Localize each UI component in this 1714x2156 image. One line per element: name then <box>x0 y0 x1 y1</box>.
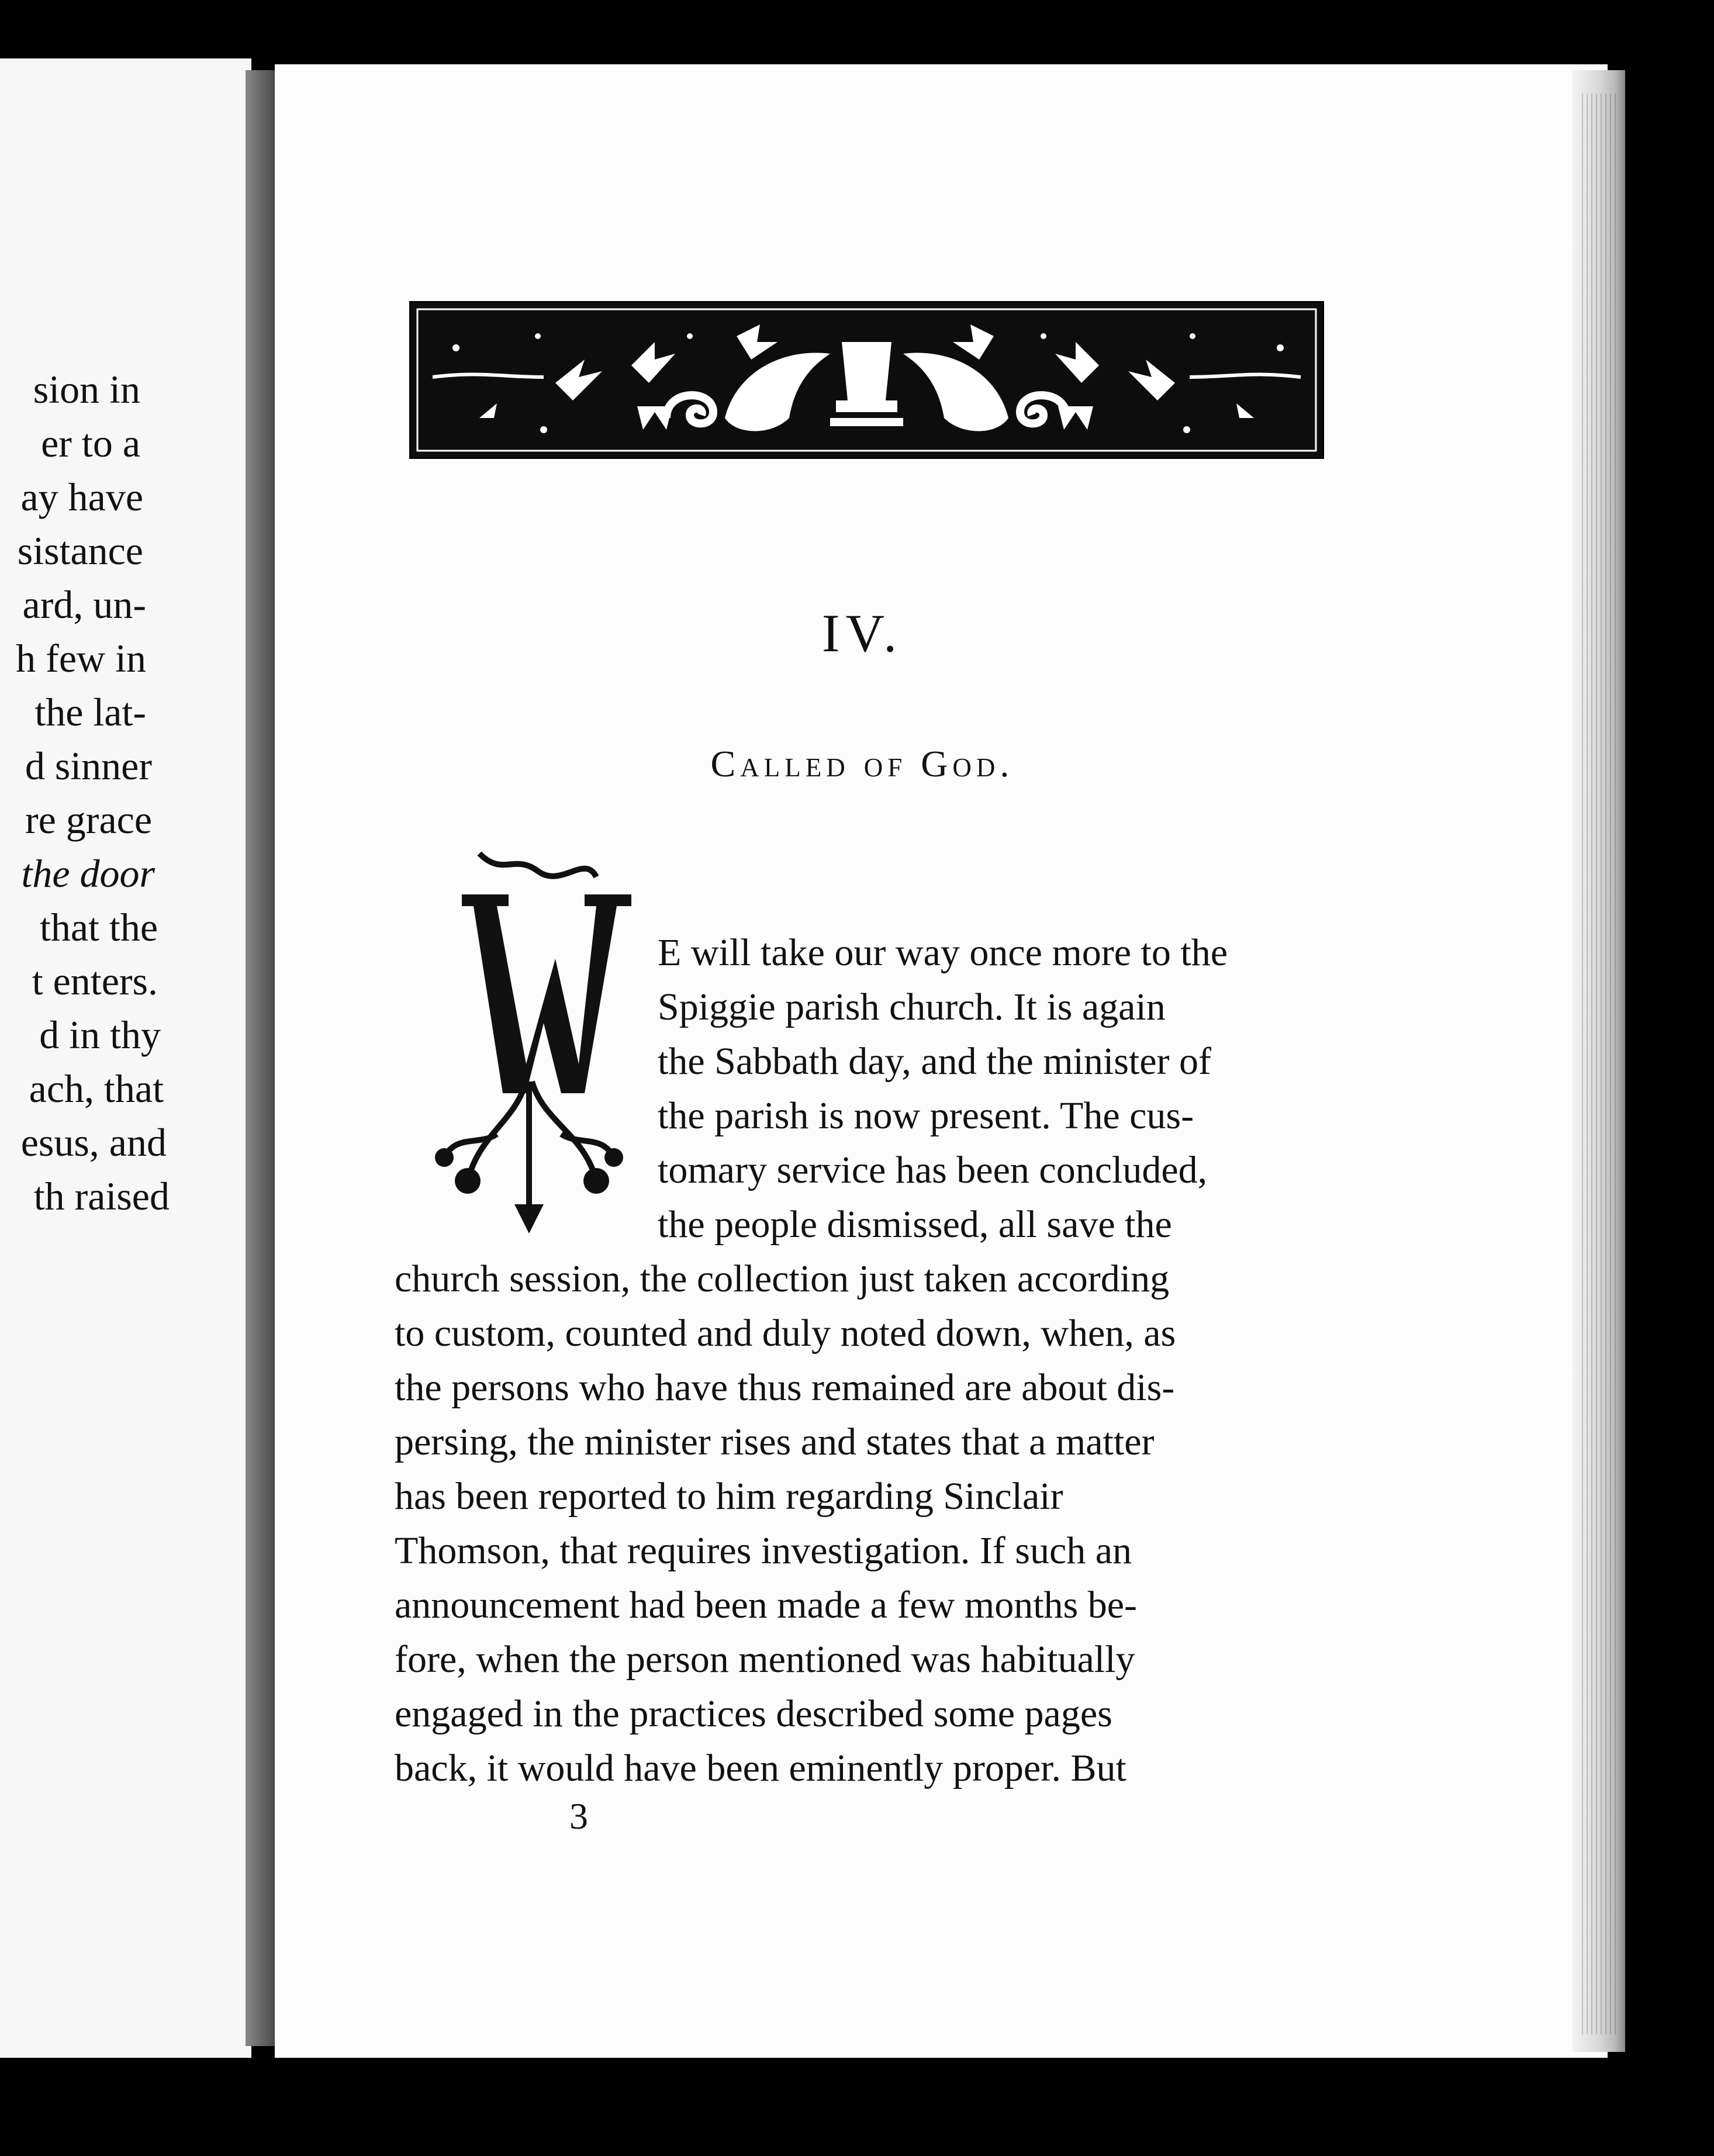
left-line: ay have <box>20 475 143 519</box>
body-line: the Sabbath day, and the minister of <box>658 1040 1211 1083</box>
left-line: h few in <box>16 636 146 680</box>
left-line: the door <box>21 851 155 896</box>
chapter-title: Called of God. <box>710 743 1014 785</box>
body-line: has been reported to him regarding Sinclair <box>395 1475 1063 1518</box>
body-line: tomary service has been concluded, <box>658 1149 1208 1191</box>
left-line: er to a <box>41 421 140 465</box>
body-line: to custom, counted and duly noted down, when, as <box>395 1312 1176 1355</box>
ornamental-headpiece <box>409 301 1324 459</box>
body-line: E will take our way once more to the <box>658 931 1228 974</box>
left-line: sistance <box>17 528 143 573</box>
left-line: ard, un- <box>22 582 146 627</box>
page-edge-lines <box>1578 94 1619 2034</box>
left-line: re grace <box>25 797 152 842</box>
body-line: fore, when the person mentioned was habitually <box>395 1638 1135 1681</box>
body-line: back, it would have been eminently proper. But <box>395 1747 1126 1789</box>
left-line: th raised <box>33 1174 170 1218</box>
body-line: Thomson, that requires investigation. If such an <box>395 1529 1132 1572</box>
left-line: esus, and <box>20 1120 167 1165</box>
left-line: sion in <box>33 367 140 412</box>
left-line: d sinner <box>25 744 152 788</box>
left-line: the lat- <box>34 690 146 734</box>
page-number: 3 <box>569 1795 588 1837</box>
body-line: Spiggie parish church. It is again <box>658 986 1166 1028</box>
body-line: the parish is now present. The cus- <box>658 1094 1194 1137</box>
ornamental-drop-cap <box>409 830 649 1239</box>
body-line: engaged in the practices described some pages <box>395 1692 1112 1735</box>
body-line: church session, the collection just taken according <box>395 1257 1170 1300</box>
body-line: the people dismissed, all save the <box>658 1203 1172 1246</box>
chapter-number: IV. <box>821 603 903 663</box>
body-line: announcement had been made a few months be- <box>395 1584 1138 1626</box>
left-line: t enters. <box>32 959 158 1003</box>
body-line: the persons who have thus remained are about dis- <box>395 1366 1175 1409</box>
left-line: that the <box>39 905 158 949</box>
left-line: ach, that <box>29 1066 164 1111</box>
left-line: d in thy <box>39 1013 161 1057</box>
body-line: persing, the minister rises and states that a matter <box>395 1421 1155 1463</box>
drop-cap-letter <box>547 1056 552 1063</box>
